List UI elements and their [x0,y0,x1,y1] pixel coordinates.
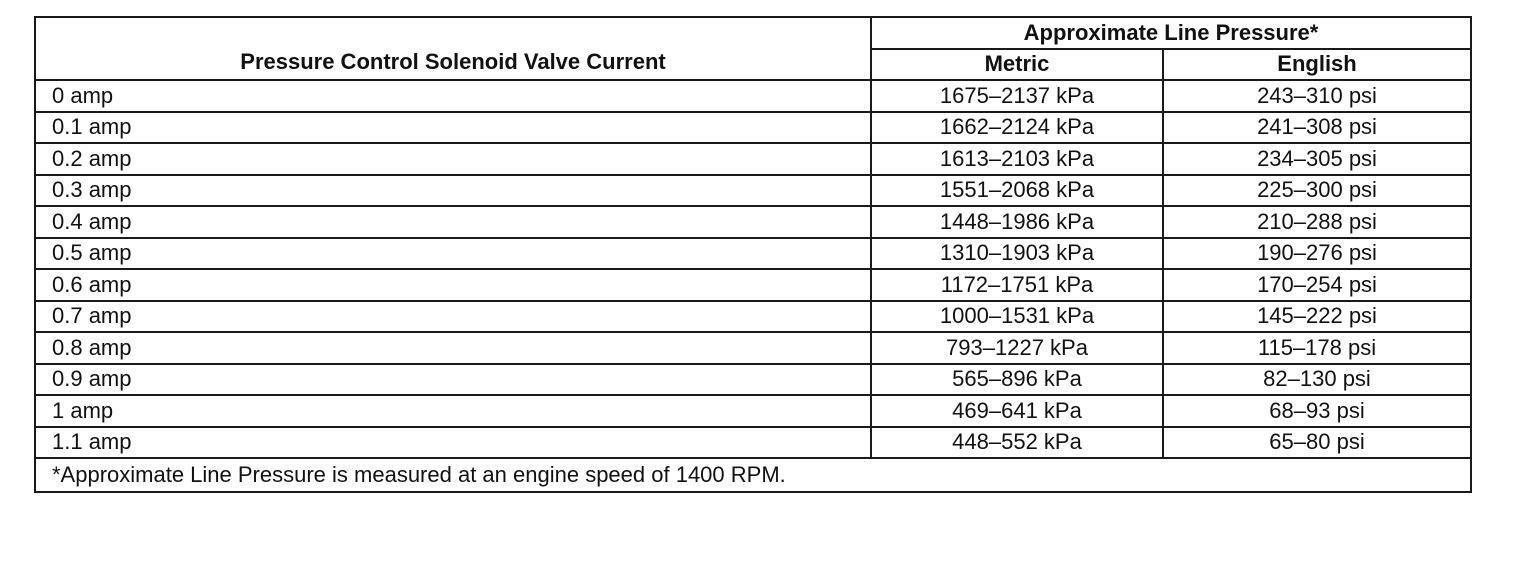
metric-value: 448–552 kPa [871,427,1163,459]
metric-value: 1662–2124 kPa [871,112,1163,144]
english-value: 190–276 psi [1163,238,1471,270]
table-row [35,143,1471,175]
current-value: 0.5 amp [35,238,871,270]
table-header [35,17,1471,80]
english-value: 225–300 psi [1163,175,1471,207]
english-value: 65–80 psi [1163,427,1471,459]
header-metric: Metric [871,49,1163,81]
metric-value: 1310–1903 kPa [871,238,1163,270]
table-row [35,175,1471,207]
current-value: 0.7 amp [35,301,871,333]
footnote: *Approximate Line Pressure is measured at an engine speed of 1400 RPM. [35,458,1471,492]
header-current: Pressure Control Solenoid Valve Current [35,17,871,80]
english-value: 234–305 psi [1163,143,1471,175]
english-value: 82–130 psi [1163,364,1471,396]
footnote-row [35,458,1471,492]
english-value: 170–254 psi [1163,269,1471,301]
line-pressure-table [34,16,1472,493]
metric-value: 565–896 kPa [871,364,1163,396]
table-row [35,395,1471,427]
current-value: 0 amp [35,80,871,112]
english-value: 115–178 psi [1163,332,1471,364]
current-value: 0.1 amp [35,112,871,144]
table-row [35,301,1471,333]
metric-value: 469–641 kPa [871,395,1163,427]
current-value: 0.8 amp [35,332,871,364]
table-row [35,332,1471,364]
current-value: 0.2 amp [35,143,871,175]
english-value: 68–93 psi [1163,395,1471,427]
current-value: 0.3 amp [35,175,871,207]
table-row [35,427,1471,459]
metric-value: 1551–2068 kPa [871,175,1163,207]
header-row-group [35,17,1471,49]
table-row [35,238,1471,270]
table-row [35,269,1471,301]
english-value: 145–222 psi [1163,301,1471,333]
table-row [35,80,1471,112]
header-english: English [1163,49,1471,81]
english-value: 241–308 psi [1163,112,1471,144]
english-value: 243–310 psi [1163,80,1471,112]
metric-value: 1448–1986 kPa [871,206,1163,238]
metric-value: 1172–1751 kPa [871,269,1163,301]
current-value: 1 amp [35,395,871,427]
metric-value: 1675–2137 kPa [871,80,1163,112]
header-approx-line-pressure: Approximate Line Pressure* [871,17,1471,49]
metric-value: 1000–1531 kPa [871,301,1163,333]
current-value: 0.6 amp [35,269,871,301]
table-body [35,80,1471,458]
table-footer [35,458,1471,492]
english-value: 210–288 psi [1163,206,1471,238]
table-row [35,206,1471,238]
current-value: 0.9 amp [35,364,871,396]
table-row [35,364,1471,396]
current-value: 1.1 amp [35,427,871,459]
metric-value: 793–1227 kPa [871,332,1163,364]
table-row [35,112,1471,144]
metric-value: 1613–2103 kPa [871,143,1163,175]
current-value: 0.4 amp [35,206,871,238]
